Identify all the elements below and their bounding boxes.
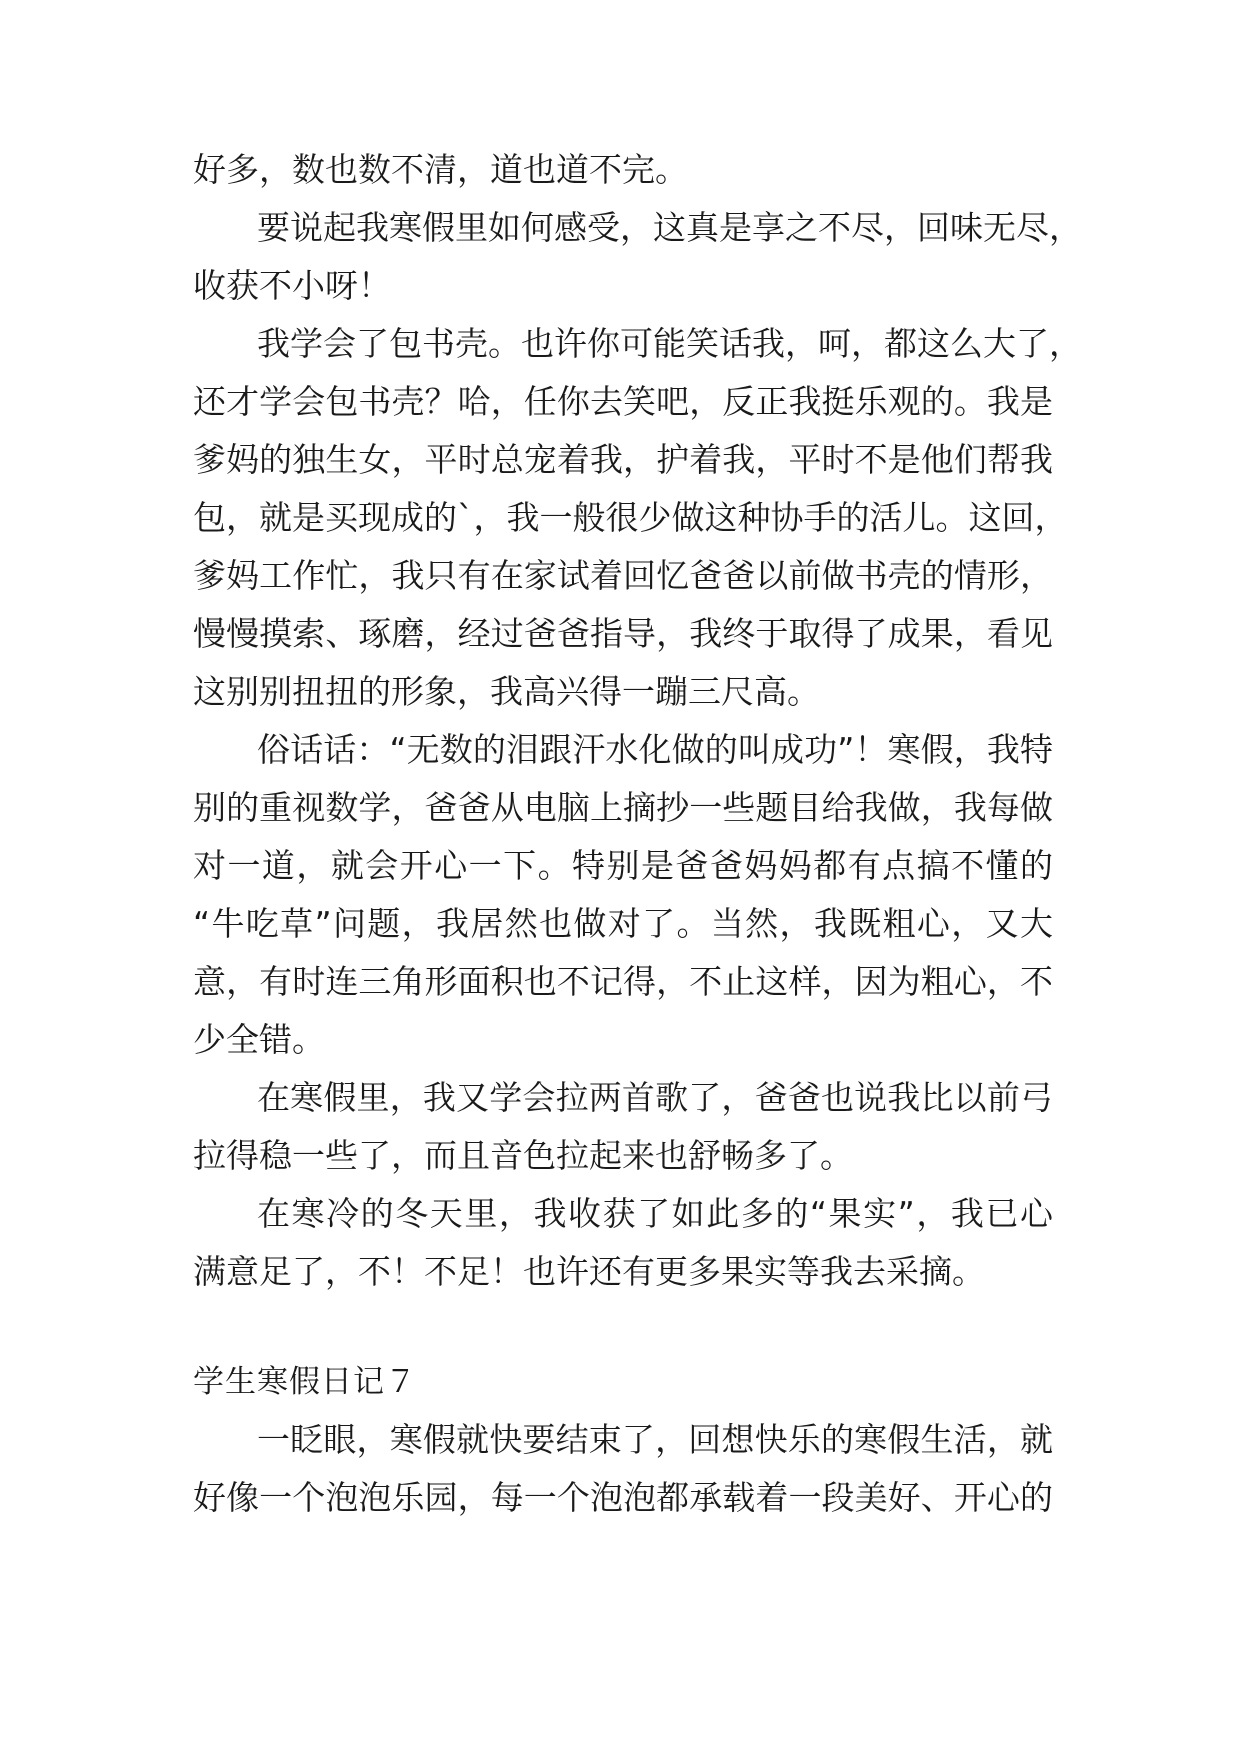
paragraph-line: 意，有时连三角形面积也不记得，不止这样，因为粗心，不 xyxy=(193,962,1053,1001)
paragraph-line: 一眨眼，寒假就快要结束了，回想快乐的寒假生活，就 xyxy=(257,1420,1053,1459)
section-heading: 学生寒假日记７ xyxy=(193,1364,417,1400)
paragraph-line: 好多，数也数不清，道也道不完。 xyxy=(193,150,688,189)
paragraph-line: 对一道，就会开心一下。特别是爸爸妈妈都有点搞不懂的 xyxy=(193,846,1053,885)
paragraph-line: 慢慢摸索、琢磨，经过爸爸指导，我终于取得了成果，看见 xyxy=(193,614,1053,653)
paragraph-line: 包，就是买现成的`，我一般很少做这种协手的活儿。这回， xyxy=(193,498,1068,537)
paragraph-line: 满意足了，不！不足！也许还有更多果实等我去采摘。 xyxy=(193,1252,985,1291)
paragraph-line: “牛吃草”问题，我居然也做对了。当然，我既粗心，又大 xyxy=(193,904,1053,943)
paragraph-line: 别的重视数学，爸爸从电脑上摘抄一些题目给我做，我每做 xyxy=(193,788,1053,827)
paragraph-line: 要说起我寒假里如何感受，这真是享之不尽，回味无尽， xyxy=(257,208,1082,247)
paragraph-line: 在寒冷的冬天里，我收获了如此多的“果实”，我已心 xyxy=(257,1194,1053,1233)
paragraph-line: 在寒假里，我又学会拉两首歌了，爸爸也说我比以前弓 xyxy=(257,1078,1053,1117)
paragraph-line: 爹妈的独生女，平时总宠着我，护着我，平时不是他们帮我 xyxy=(193,440,1053,479)
paragraph-line: 好像一个泡泡乐园，每一个泡泡都承载着一段美好、开心的 xyxy=(193,1478,1053,1517)
paragraph-line: 收获不小呀！ xyxy=(193,266,391,305)
paragraph-line: 还才学会包书壳？哈，任你去笑吧，反正我挺乐观的。我是 xyxy=(193,382,1053,421)
paragraph-line: 少全错。 xyxy=(193,1020,325,1059)
paragraph-line: 我学会了包书壳。也许你可能笑话我，呵，都这么大了， xyxy=(257,324,1082,363)
paragraph-line: 俗话话：“无数的泪跟汗水化做的叫成功”！寒假，我特 xyxy=(257,730,1053,769)
paragraph-line: 拉得稳一些了，而且音色拉起来也舒畅多了。 xyxy=(193,1136,853,1175)
paragraph-line: 爹妈工作忙，我只有在家试着回忆爸爸以前做书壳的情形， xyxy=(193,556,1053,595)
paragraph-line: 这别别扭扭的形象，我高兴得一蹦三尺高。 xyxy=(193,672,820,711)
